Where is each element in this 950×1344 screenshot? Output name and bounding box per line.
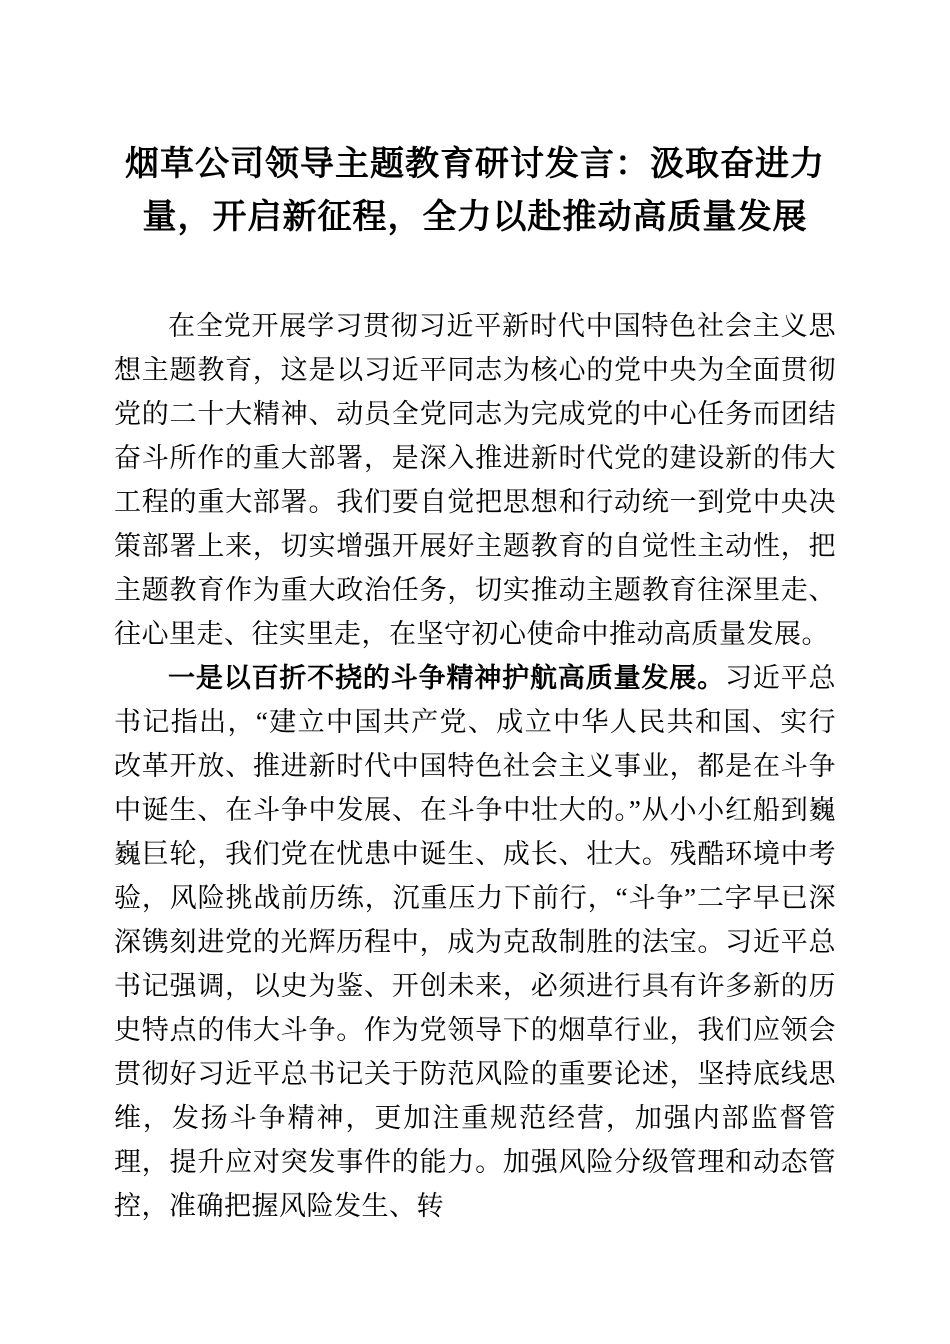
paragraph-point-one-body: 习近平总书记指出，“建立中国共产党、成立中华人民共和国、实行改革开放、推进新时代中国特色社会主义事业，都是在斗争中诞生、在斗争中发展、在斗争中壮大的。”从小小红船到巍巍巨轮，我们党在忧患中诞生、成长、壮大。残酷环境中考验，风险挑战前历练，沉重压力下前行，“斗争”二字早已深深镌刻进党的光辉历程中，成为克敌制胜的法宝。习近平总书记强调，以史为鉴、开创未来，必须进行具有许多新的历史特点的伟大斗争。作为党领导下的烟草行业，我们应领会贯彻好习近平总书记关于防范风险的重要论述，坚持底线思维，发扬斗争精神，更加注重规范经营，加强内部监督管理，提升应对突发事件的能力。加强风险分级管理和动态管控，准确把握风险发生、转 (114, 663, 837, 1221)
paragraph-point-one (114, 656, 836, 1228)
paragraph-point-one-lead: 一是以百折不挠的斗争精神护航高质量发展。 (168, 663, 725, 693)
document-title (114, 138, 836, 244)
paragraph-intro: 在全党开展学习贯彻习近平新时代中国特色社会主义思想主题教育，这是以习近平同志为核心的党中央为全面贯彻党的二十大精神、动员全党同志为完成党的中心任务而团结奋斗所作的重大部署，是深入推进新时代党的建设新的伟大工程的重大部署。我们要自觉把思想和行动统一到党中央决策部署上来，切实增强开展好主题教育的自觉性主动性，把主题教育作为重大政治任务，切实推动主题教育往深里走、往心里走、往实里走，在坚守初心使命中推动高质量发展。 (114, 311, 836, 649)
document-title-line-2: 量，开启新征程，全力以赴推动高质量发展 (142, 199, 808, 236)
document-title-line-1: 烟草公司领导主题教育研讨发言：汲取奋进力 (125, 146, 825, 183)
